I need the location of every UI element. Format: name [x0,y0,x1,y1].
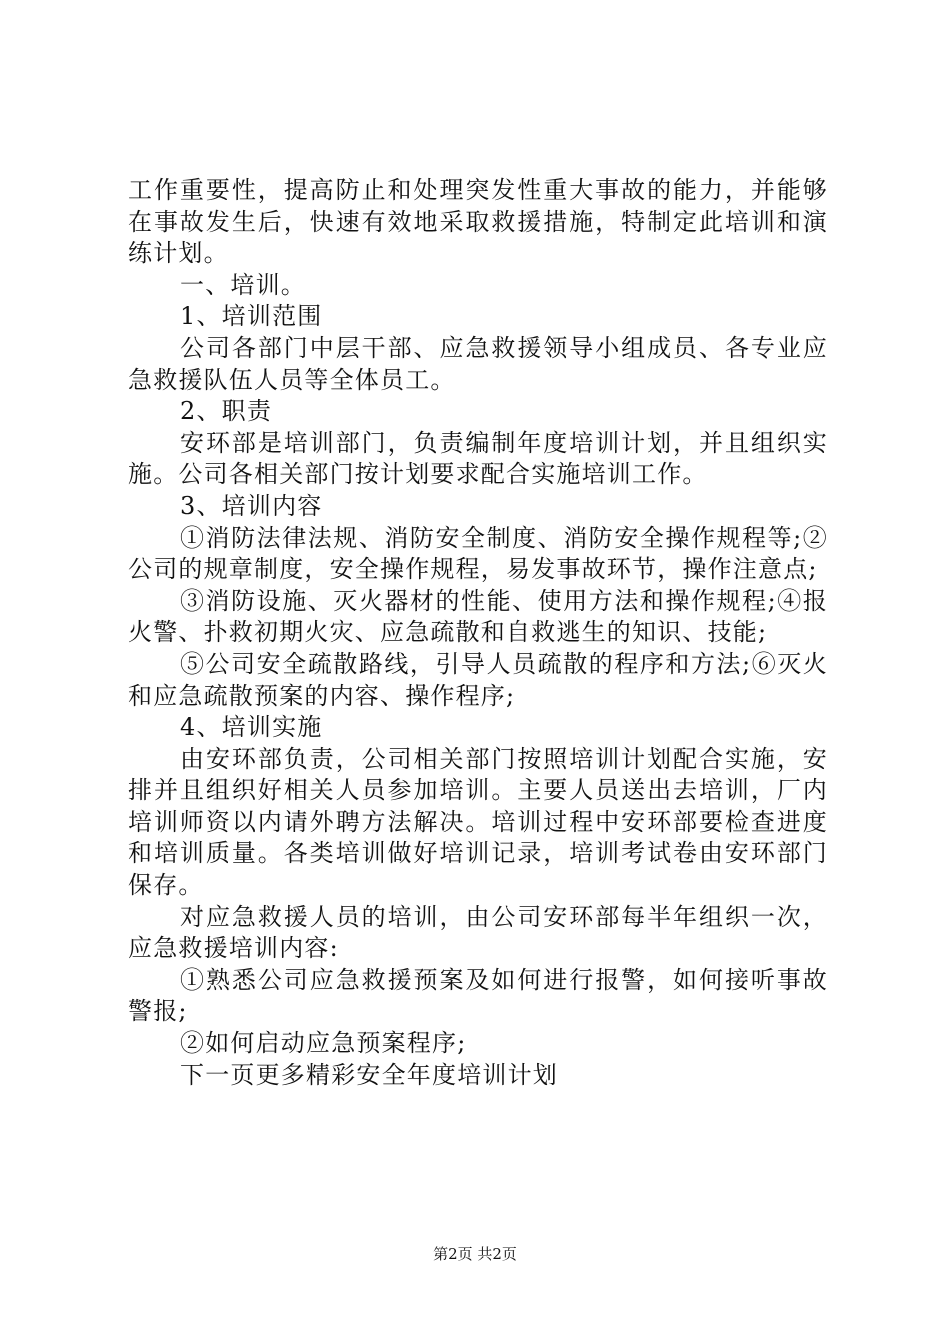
document-body [128,175,828,1091]
page-footer [0,1244,950,1264]
page-number: 第2页 共2页 [433,1245,517,1263]
paragraph-content-1: ①消防法律法规、消防安全制度、消防安全操作规程等;②公司的规章制度，安全操作规程，易发事故环节，操作注意点; [128,523,828,584]
paragraph-content-3: ⑤公司安全疏散路线，引导人员疏散的程序和方法;⑥灭火和应急疏散预案的内容、操作程序; [128,649,828,710]
subheading-implementation: 4、培训实施 [180,713,323,742]
paragraph-duties: 安环部是培训部门，负责编制年度培训计划，并且组织实施。公司各相关部门按计划要求配合实施培训工作。 [128,428,828,489]
paragraph-content-2: ③消防设施、灭火器材的性能、使用方法和操作规程;④报火警、扑救初期火灾、应急疏散和自救逃生的知识、技能; [128,586,828,647]
paragraph-rescue-item-1: ①熟悉公司应急救援预案及如何进行报警，如何接听事故警报; [128,965,828,1026]
subheading-content: 3、培训内容 [180,491,323,520]
subheading-duties: 2、职责 [180,397,273,426]
heading-training: 一、培训。 [180,270,306,299]
paragraph-rescue-training: 对应急救援人员的培训，由公司安环部每半年组织一次，应急救援培训内容: [128,902,828,963]
paragraph-rescue-item-2: ②如何启动应急预案程序; [180,1029,467,1058]
next-page-link[interactable]: 下一页更多精彩安全年度培训计划 [180,1060,558,1089]
paragraph-scope: 公司各部门中层干部、应急救援领导小组成员、各专业应急救援队伍人员等全体员工。 [128,333,828,394]
paragraph-intro: 工作重要性，提高防止和处理突发性重大事故的能力，并能够在事故发生后，快速有效地采取救援措施，特制定此培训和演练计划。 [128,176,828,268]
paragraph-implementation: 由安环部负责，公司相关部门按照培训计划配合实施，安排并且组织好相关人员参加培训。主要人员送出去培训，厂内培训师资以内请外聘方法解决。培训过程中安环部要检查进度和培训质量。各类培训做好培训记录，培训考试卷由安环部门保存。 [128,744,828,900]
subheading-scope: 1、培训范围 [180,302,323,331]
